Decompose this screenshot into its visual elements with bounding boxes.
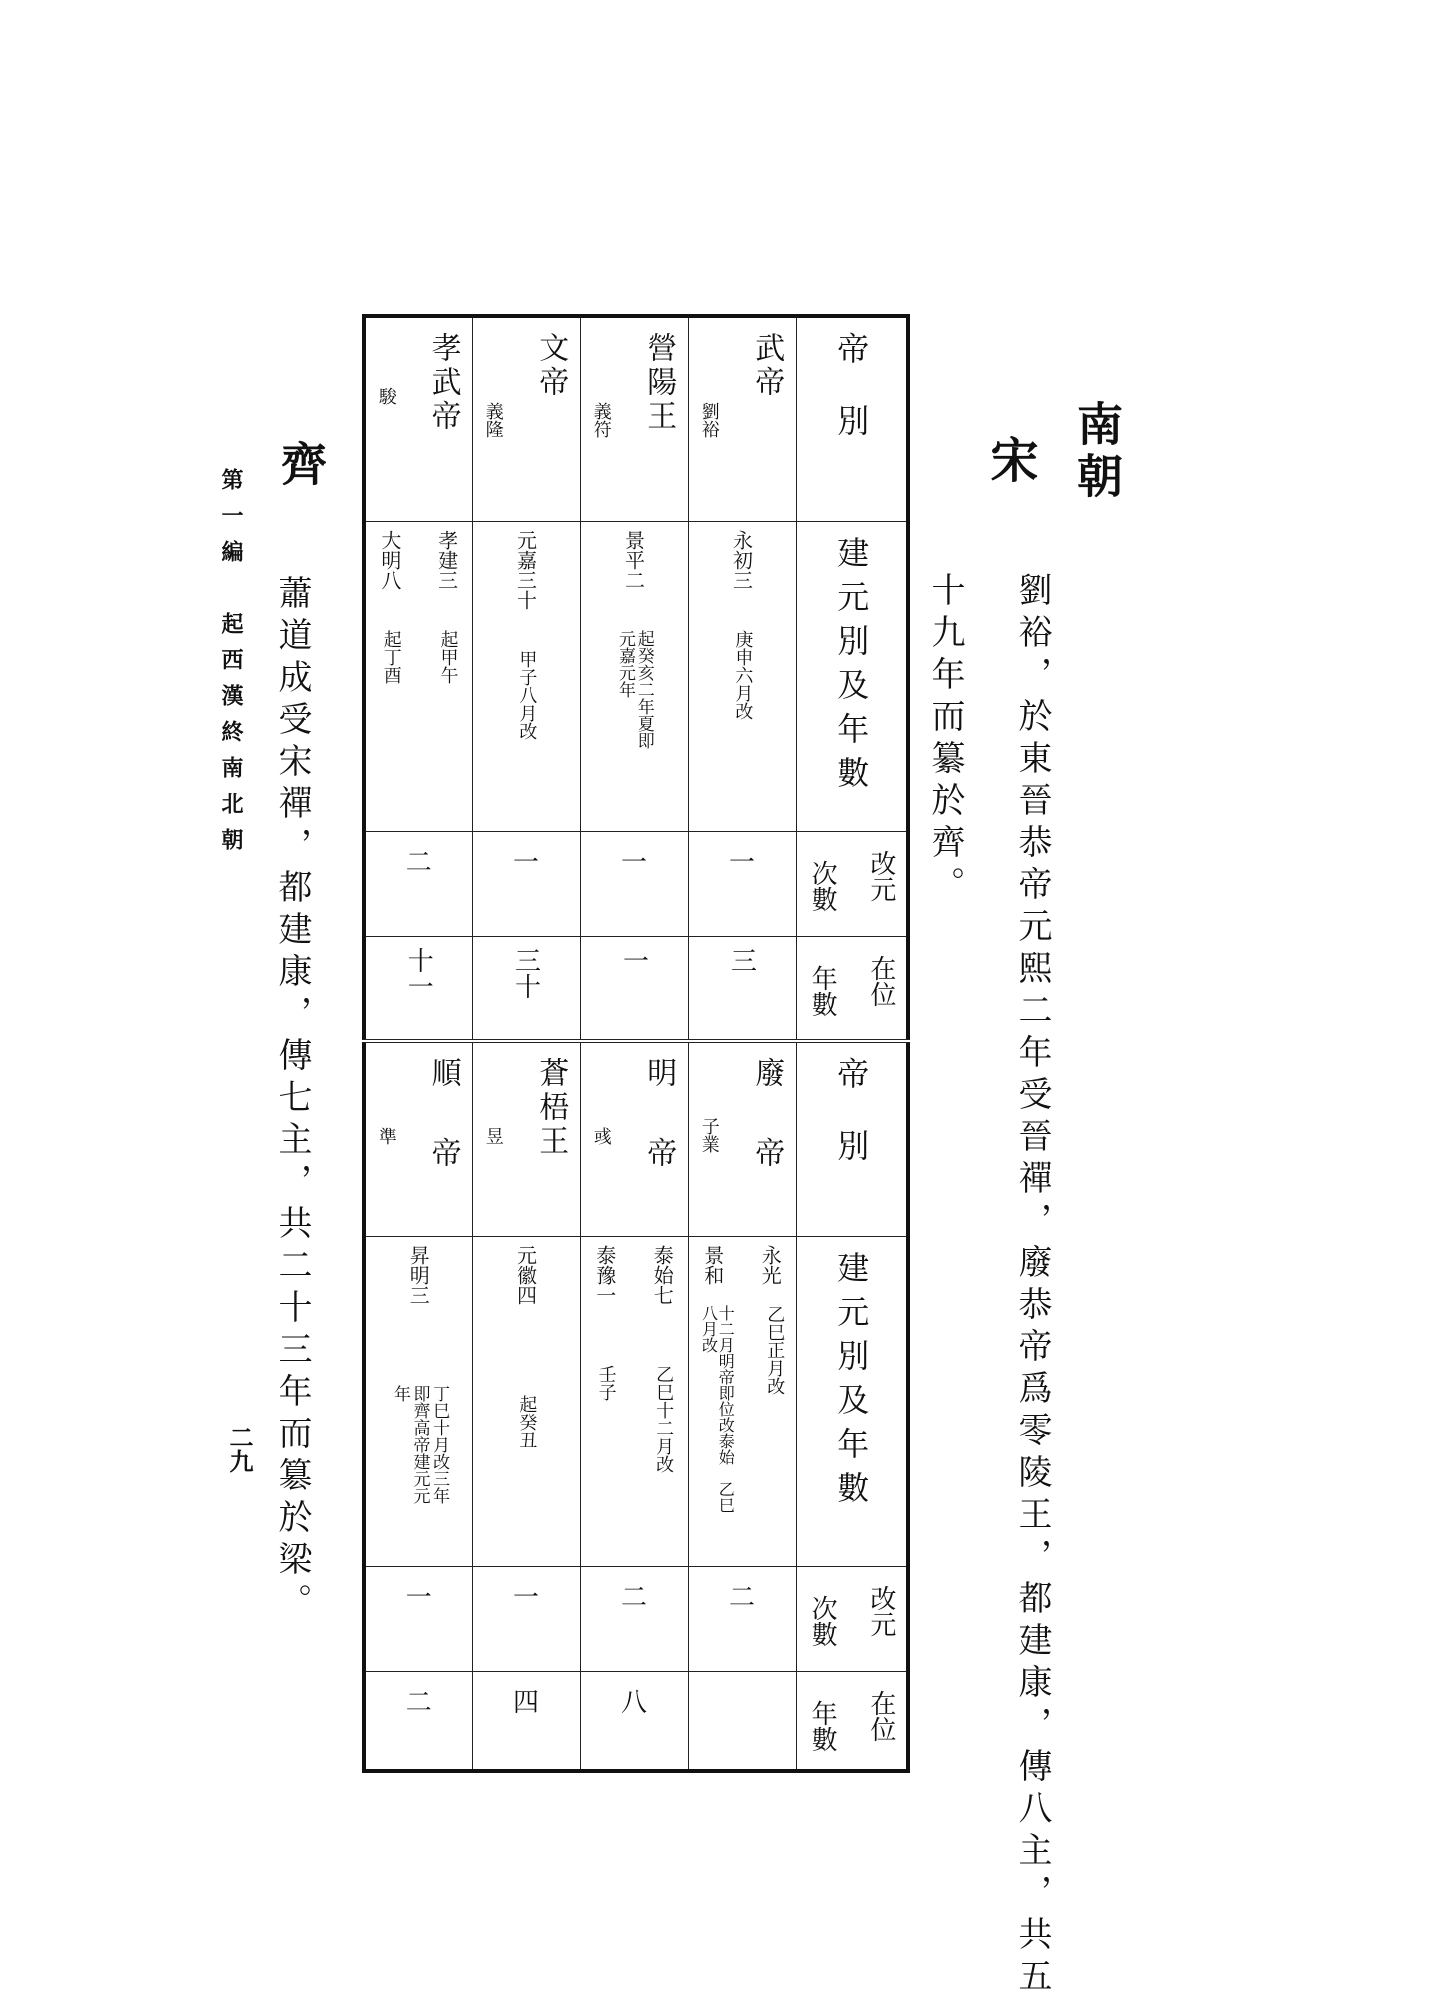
era-note-2: 壬子	[595, 1364, 617, 1401]
cell-name-fei	[688, 1041, 796, 1236]
era-name-2: 大明八	[377, 529, 402, 590]
cell-era-cangwu	[472, 1236, 580, 1566]
header-changes-a: 改元	[865, 849, 896, 902]
era-note: 起癸丑	[516, 1394, 538, 1449]
cell-name-wu	[688, 316, 796, 521]
reign-table	[362, 314, 910, 1773]
header-emperor	[796, 316, 908, 521]
section-heading-south-dynasties: 南朝	[1070, 400, 1124, 504]
header-years-a: 在位	[865, 1689, 896, 1742]
era-name: 泰始七	[650, 1244, 675, 1305]
header-emperor-label: 帝別	[832, 1057, 871, 1201]
header-era	[796, 521, 908, 831]
header-emperor-label: 帝別	[832, 332, 871, 476]
song-paragraph-line1: 劉裕，於東晉恭帝元熙二年受晉禪，廢恭帝爲零陵王，都建康，傳八主，共五	[1012, 572, 1052, 2000]
emperor-title: 營陽王	[641, 332, 677, 434]
header-era-label: 建元別及年數	[832, 1250, 871, 1515]
header-years	[796, 936, 908, 1041]
emperor-name: 昱	[482, 1127, 504, 1145]
cell-changes: 二	[580, 1566, 688, 1671]
era-name: 昇明三	[406, 1244, 431, 1305]
era-note: 起癸亥二年夏即元嘉元年	[615, 629, 654, 749]
cell-changes: 一	[472, 831, 580, 936]
emperor-title: 廢帝	[749, 1057, 785, 1217]
era-note: 乙巳正月改	[764, 1304, 786, 1395]
header-changes-b: 次數	[807, 859, 838, 912]
cell-years: 二	[364, 1671, 472, 1771]
header-changes-b: 次數	[807, 1594, 838, 1647]
era-name: 永初三	[729, 529, 754, 590]
era-name-2: 泰豫一	[592, 1244, 617, 1305]
emperor-name: 駿	[375, 387, 397, 405]
cell-era-xiaowu	[364, 521, 472, 831]
cell-changes: 二	[364, 831, 472, 936]
cell-years: 八	[580, 1671, 688, 1771]
cell-changes: 一	[688, 831, 796, 936]
era-note-2: 十二月明帝即位改泰始 乙巳八月改	[699, 1304, 736, 1513]
emperor-title: 文帝	[533, 332, 569, 400]
header-changes-2	[796, 1566, 908, 1671]
cell-years	[688, 1671, 796, 1771]
emperor-name: 彧	[590, 1127, 612, 1145]
section-heading-qi: 齊	[274, 440, 328, 486]
header-changes-a: 改元	[865, 1584, 896, 1637]
cell-name-shun	[364, 1041, 472, 1236]
header-years-b: 年數	[807, 1699, 838, 1752]
era-note: 甲子八月改	[516, 649, 538, 740]
header-years-a: 在位	[865, 954, 896, 1007]
cell-era-fei	[688, 1236, 796, 1566]
era-name: 景平二	[621, 529, 646, 590]
cell-changes: 一	[364, 1566, 472, 1671]
emperor-title: 順帝	[425, 1057, 461, 1217]
emperor-title: 蒼梧王	[533, 1057, 569, 1159]
cell-era-yingyang	[580, 521, 688, 831]
cell-years	[364, 936, 472, 1041]
years-value: 十一	[403, 946, 434, 999]
emperor-name: 子業	[698, 1117, 720, 1153]
header-era-label: 建元別及年數	[832, 535, 871, 800]
cell-era-wu	[688, 521, 796, 831]
header-changes	[796, 831, 908, 936]
chapter-footer: 第一編 起西漢終南北朝	[218, 468, 244, 864]
emperor-title: 明帝	[641, 1057, 677, 1217]
era-name: 元徽四	[513, 1244, 538, 1305]
cell-changes: 二	[688, 1566, 796, 1671]
era-name-2: 景和	[700, 1244, 725, 1285]
cell-changes: 一	[580, 831, 688, 936]
cell-name-ming	[580, 1041, 688, 1236]
header-emperor-2	[796, 1041, 908, 1236]
cell-years: 四	[472, 1671, 580, 1771]
cell-name-wen	[472, 316, 580, 521]
cell-name-xiaowu	[364, 316, 472, 521]
years-value: 三十	[510, 946, 541, 999]
cell-years	[472, 936, 580, 1041]
era-note: 起甲午	[437, 629, 459, 684]
era-name: 元嘉三十	[513, 529, 538, 610]
emperor-title: 孝武帝	[425, 332, 461, 434]
era-note: 乙巳十二月改	[653, 1364, 675, 1473]
emperor-name: 義符	[590, 402, 612, 438]
cell-changes: 一	[472, 1566, 580, 1671]
header-years-2	[796, 1671, 908, 1771]
era-note: 庚申六月改	[732, 629, 754, 720]
emperor-title: 武帝	[749, 332, 785, 400]
emperor-name: 義隆	[482, 402, 504, 438]
qi-paragraph: 蕭道成受宋禪，都建康，傳七主，共二十三年而簒於梁。	[272, 575, 312, 1625]
cell-era-wen	[472, 521, 580, 831]
page-number: 二九	[225, 1425, 254, 1473]
years-value: 一	[618, 946, 649, 973]
song-paragraph-line2: 十九年而纂於齊。	[925, 572, 965, 908]
cell-name-cangwu	[472, 1041, 580, 1236]
cell-era-shun	[364, 1236, 472, 1566]
cell-years	[580, 936, 688, 1041]
cell-years	[688, 936, 796, 1041]
header-years-b: 年數	[807, 964, 838, 1017]
era-name: 孝建三	[434, 529, 459, 590]
section-heading-song: 宋	[982, 435, 1038, 483]
era-note-2: 起丁酉	[380, 629, 402, 684]
years-value: 三	[726, 946, 757, 973]
era-name: 永光	[758, 1244, 783, 1285]
emperor-name: 劉裕	[698, 402, 720, 438]
header-era-2	[796, 1236, 908, 1566]
emperor-name: 準	[375, 1127, 397, 1145]
era-note: 丁巳十月改三年即齊高帝建元元年	[389, 1384, 450, 1504]
cell-era-ming	[580, 1236, 688, 1566]
cell-name-yingyang	[580, 316, 688, 521]
